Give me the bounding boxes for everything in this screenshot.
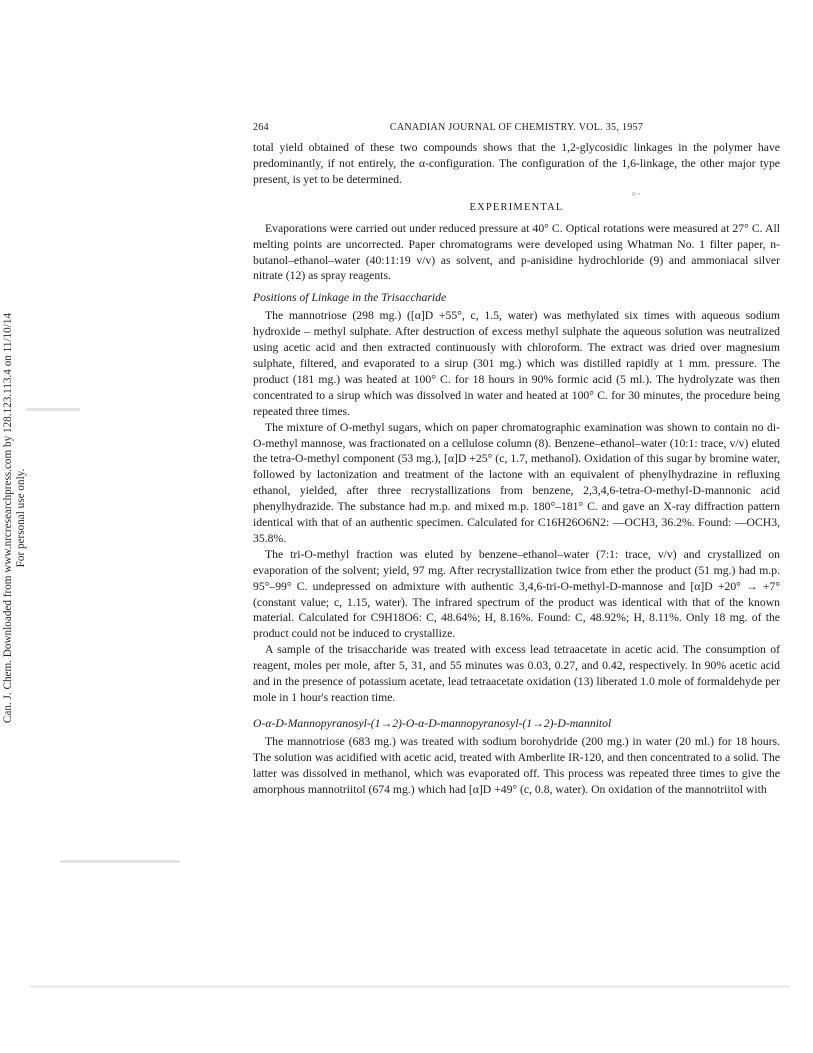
methylation-paragraph: The mannotriose (298 mg.) ([α]D +55°, c, 1.5, water) was methylated six times with aqueous sodium hydroxide – methyl sulphate. After destruction of excess methyl sulphate the aqueous solution was neutralized using acetic acid and then extracted continuously with chloroform. The extract was dried over magnesium sulphate, filtered, and evaporated to a sirup (301 mg.) which was distilled rapidly at 1 mm. pressure. The product (181 mg.) was heated at 100° C. for 18 hours in 90% formic acid (5 ml.). The hydrolyzate was then concentrated to a sirup which was dissolved in water and heated at 100° C. for 30 minutes, the procedure being repeated three times. [253, 309, 780, 418]
scan-artifact [60, 860, 180, 863]
intro-paragraph: total yield obtained of these two compounds shows that the 1,2-glycosidic linkages in the polymer have predominantly, if not entirely, the α-configuration. The configuration of the 1,6-linkage, the other major type present, is yet to be determined. [253, 141, 780, 186]
running-head [253, 120, 780, 136]
journal-title: CANADIAN JOURNAL OF CHEMISTRY. VOL. 35, 1957 [389, 122, 644, 133]
experimental-heading: EXPERIMENTAL [469, 201, 564, 213]
stray-mark: ○ ◦ [631, 189, 640, 198]
scan-artifact [30, 985, 790, 988]
mannitol-heading: O-α-D-Mannopyranosyl-(1→2)-O-α-D-mannopyranosyl-(1→2)-D-mannitol [253, 716, 612, 730]
download-notice [2, 258, 32, 778]
personal-use-line: For personal use only. [15, 468, 27, 568]
page-body [253, 120, 780, 797]
scan-artifact [26, 408, 80, 411]
fractionation-paragraph: The mixture of O-methyl sugars, which on paper chromatographic examination was shown to contain no di-O-methyl mannose, was fractionated on a cellulose column (8). Benzene–ethanol–water (10:1: trace, v/v) eluted the tetra-O-methyl component (53 mg.), [α]D +25° (c, 1.7, methanol). Oxidation of this sugar by bromine water, followed by lactonization and treatment of the lactone with an equivalent of phenylhydrazine in refluxing ethanol, yielded, after three recrystallizations from benzene, 2,3,4,6-tetra-O-methyl-D-mannonic acid phenylhydrazide. The substance had m.p. and mixed m.p. 180°–181° C. and gave an X-ray diffraction pattern identical with that of an authentic specimen. Calculated for C16H26O6N2: —OCH3, 36.2%. Found: —OCH3, 35.8%. [253, 420, 780, 545]
tri-o-methyl-paragraph: The tri-O-methyl fraction was eluted by benzene–ethanol–water (7:1: trace, v/v) and crystallized on evaporation of the solvent; yield, 97 mg. After recrystallization twice from ether the product (51 mg.) had m.p. 95°–99° C. undepressed on admixture with authentic 3,4,6-tri-O-methyl-D-mannose and [α]D +20° → +7° (constant value; c, 1.15, water). The infrared spectrum of the product was identical with that of the known material. Calculated for C9H18O6: C, 48.64%; H, 8.16%. Found: C, 48.92%; H, 8.11%. Only 18 mg. of the product could not be induced to crystallize. [253, 547, 780, 641]
positions-heading: Positions of Linkage in the Trisaccharide [253, 291, 447, 305]
oxidation-paragraph: A sample of the trisaccharide was treated with excess lead tetraacetate in acetic acid. The consumption of reagent, moles per mole, after 5, 31, and 55 minutes was 0.03, 0.27, and 0.42, respectively. In 90% acetic acid and in the presence of potassium acetate, lead tetraacetate oxidation (13) liberated 1.0 mole of formaldehyde per mole in 1 hour's reaction time. [253, 643, 780, 704]
download-notice-line: Can. J. Chem. Downloaded from www.nrcresearchpress.com by 128.123.113.4 on 11/10/14 [2, 312, 14, 724]
mannitol-paragraph: The mannotriose (683 mg.) was treated with sodium borohydride (200 mg.) in water (20 ml.) for 18 hours. The solution was acidified with acetic acid, treated with Amberlite IR-120, and then concentrated to a solid. The latter was dissolved in methanol, which was evaporated off. This process was repeated three times to give the amorphous mannotriitol (674 mg.) which had [α]D +49° (c, 0.8, water). On oxidation of the mannotriitol with [253, 734, 780, 796]
experimental-paragraph: Evaporations were carried out under reduced pressure at 40° C. Optical rotations were measured at 27° C. All melting points are uncorrected. Paper chromatograms were developed using Whatman No. 1 filter paper, n-butanol–ethanol–water (40:11:19 v/v) as solvent, and p-anisidine hydrochloride (9) and ammoniacal silver nitrate (12) as spray reagents. [253, 221, 780, 283]
page-number: 264 [253, 122, 269, 133]
